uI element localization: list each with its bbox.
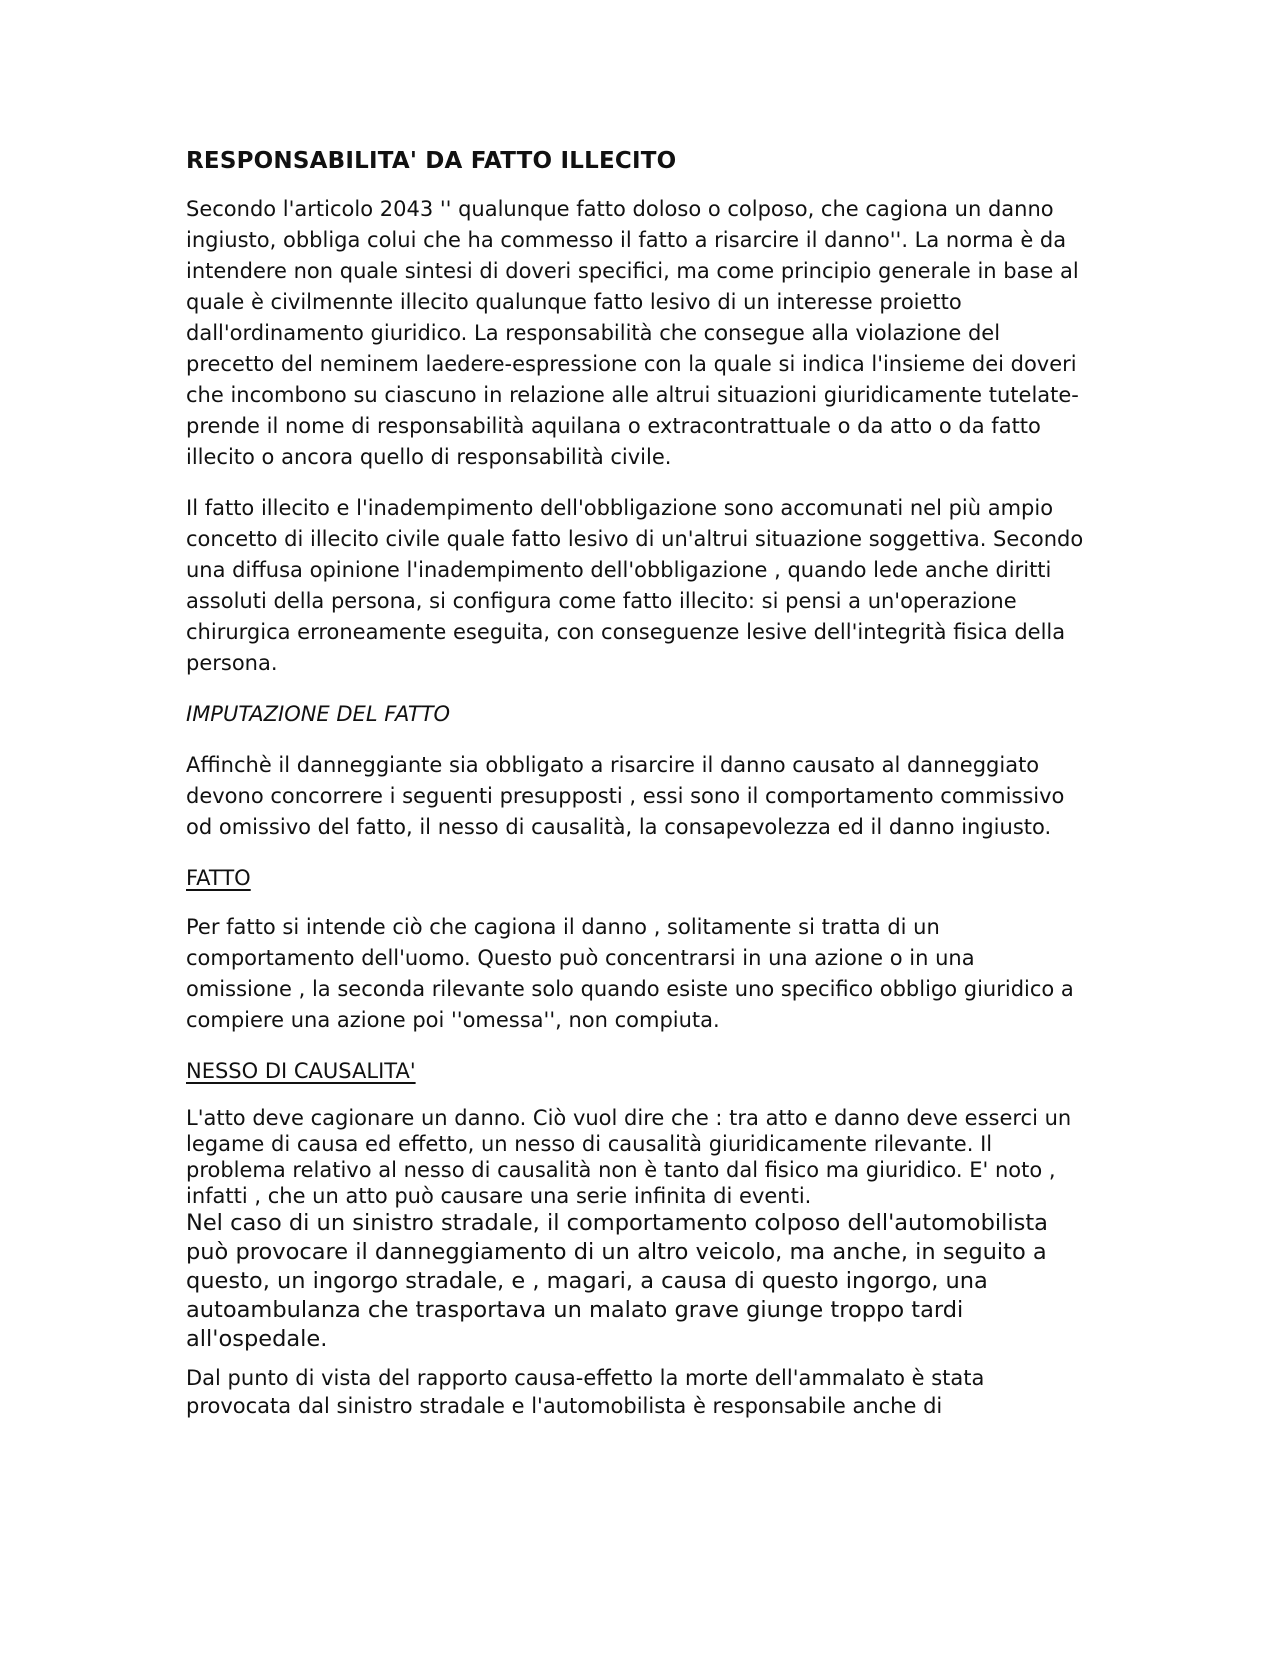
paragraph-fatto: Per fatto si intende ciò che cagiona il danno , solitamente si tratta di un comportamento dell'uomo. Questo può concentrarsi in una azione o in una omissione , la seconda rilevante solo quando esiste uno specifico obbligo giuridico a compiere una azione poi ''omessa'', non compiuta. <box>186 915 1074 1032</box>
document-page <box>186 144 1086 1420</box>
section-heading-nesso: NESSO DI CAUSALITA' <box>186 1059 416 1083</box>
paragraph-nesso-esempio: Nel caso di un sinistro stradale, il comportamento colposo dell'automobilista può provocare il danneggiamento di un altro veicolo, ma anche, in seguito a questo, un ingorgo stradale, e , magari, a causa di questo ingorgo, una autoambulanza che trasportava un malato grave giunge troppo tardi all'ospedale. <box>186 1210 1048 1352</box>
document-title: RESPONSABILITA' DA FATTO ILLECITO <box>186 148 677 174</box>
section-heading-fatto: FATTO <box>186 866 251 890</box>
paragraph-nesso-conclusione: Dal punto di vista del rapporto causa-effetto la morte dell'ammalato è stata provocata dal sinistro stradale e l'automobilista è responsabile anche di <box>186 1366 985 1418</box>
paragraph-imputazione: Affinchè il danneggiante sia obbligato a risarcire il danno causato al danneggiato devono concorrere i seguenti presupposti , essi sono il comportamento commissivo od omissivo del fatto, il nesso di causalità, la consapevolezza ed il danno ingiusto. <box>186 753 1065 839</box>
paragraph-art-2043: Secondo l'articolo 2043 '' qualunque fatto doloso o colposo, che cagiona un danno ingiusto, obbliga colui che ha commesso il fatto a risarcire il danno''. La norma è da intendere non quale sintesi di doveri specifici, ma come principio generale in base al quale è civilmennte illecito qualunque fatto lesivo di un interesse proietto dall'ordinamento giuridico. La responsabilità che consegue alla violazione del precetto del neminem laedere-espressione con la quale si indica l'insieme dei doveri che incombono su ciascuno in relazione alle altrui situazioni giuridicamente tutelate- prende il nome di responsabilità aquilana o extracontrattuale o da atto o da fatto illecito o ancora quello di responsabilità civile. <box>186 197 1079 469</box>
paragraph-illecito-civile: Il fatto illecito e l'inadempimento dell'obbligazione sono accomunati nel più ampio concetto di illecito civile quale fatto lesivo di un'altrui situazione soggettiva. Secondo una diffusa opinione l'inadempimento dell'obbligazione , quando lede anche diritti assoluti della persona, si configura come fatto illecito: si pensi a un'operazione chirurgica erroneamente eseguita, con conseguenze lesive dell'integrità fisica della persona. <box>186 496 1084 675</box>
section-heading-imputazione: IMPUTAZIONE DEL FATTO <box>186 702 451 726</box>
paragraph-nesso-intro: L'atto deve cagionare un danno. Ciò vuol dire che : tra atto e danno deve esserci un legame di causa ed effetto, un nesso di causalità giuridicamente rilevante. Il problema relativo al nesso di causalità non è tanto dal fisico ma giuridico. E' noto , infatti , che un atto può causare una serie infinita di eventi. <box>186 1106 1072 1208</box>
